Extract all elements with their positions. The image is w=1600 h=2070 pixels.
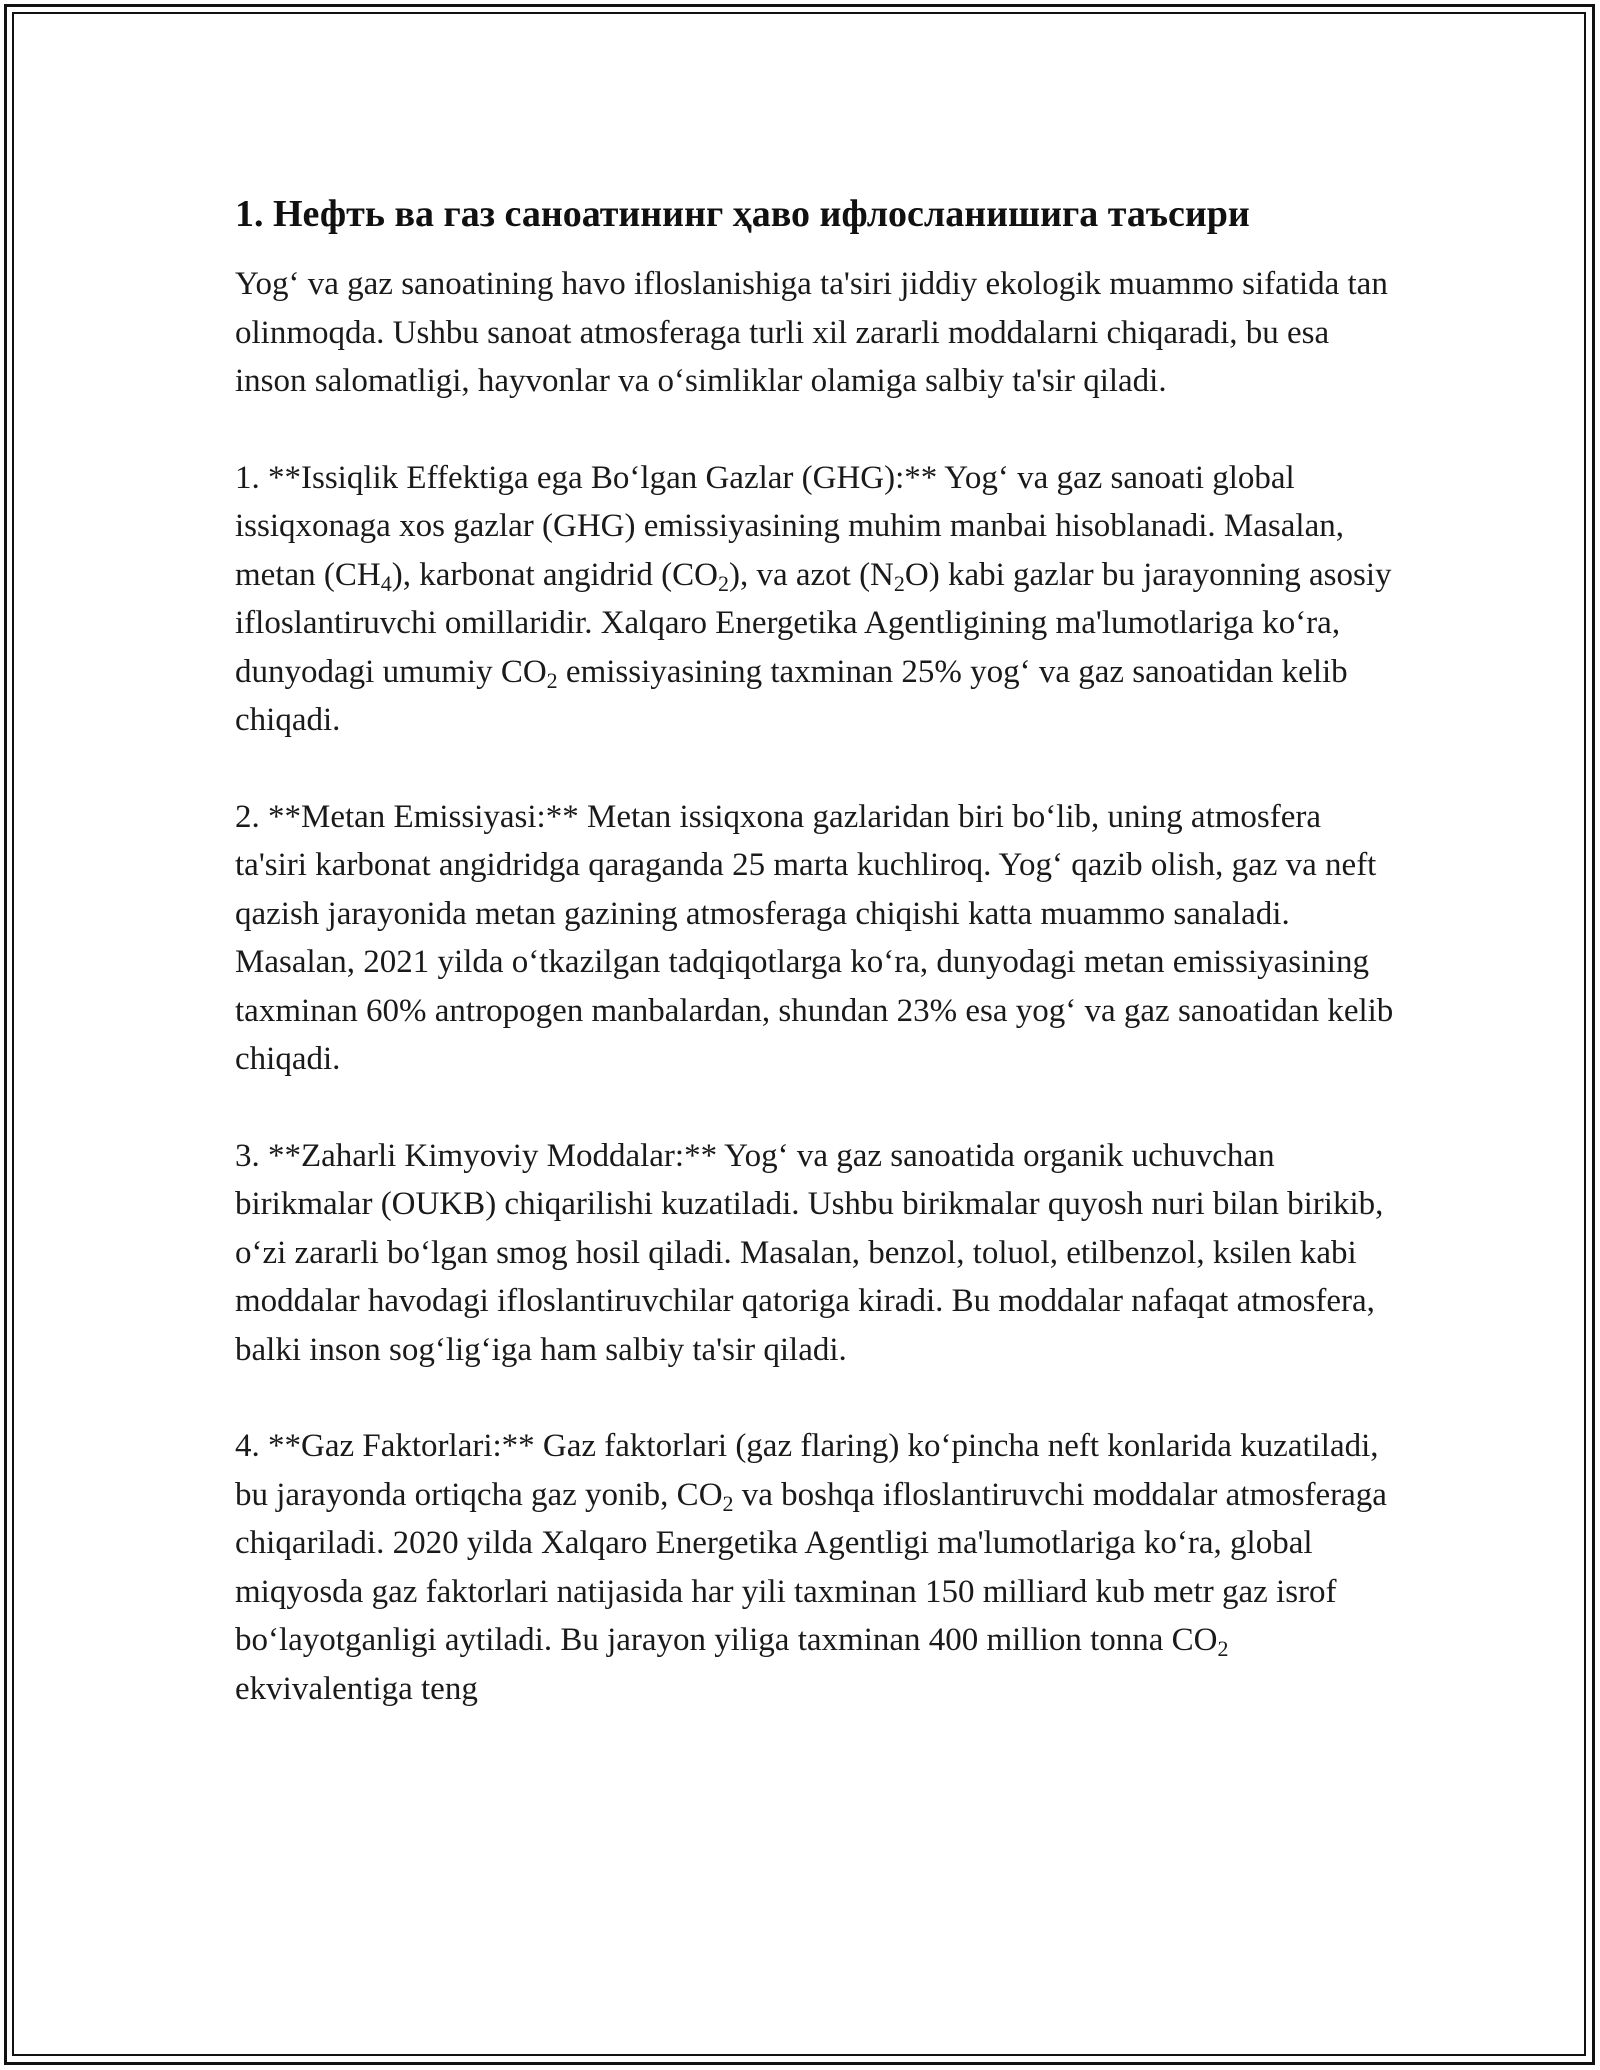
subscript: 4 xyxy=(380,570,392,596)
subscript: 2 xyxy=(893,570,905,596)
list-item-ghg xyxy=(235,454,1395,745)
intro-paragraph: Yog‘ va gaz sanoatining havo ifloslanishiga ta'siri jiddiy ekologik muammo sifatida tan olinmoqda. Ushbu sanoat atmosferaga turli xil zararli moddalarni chiqaradi, bu esa inson salomatligi, hayvonlar va o‘simliklar olamiga salbiy ta'sir qiladi. xyxy=(235,266,1388,399)
list-item-toxic-chemicals: 3. **Zaharli Kimyoviy Moddalar:** Yog‘ va gaz sanoatida organik uchuvchan birikmalar (OUKB) chiqarilishi kuzatiladi. Ushbu birikmalar quyosh nuri bilan birikib, o‘zi zararli bo‘lgan smog hosil qiladi. Masalan, benzol, toluol, etilbenzol, ksilen kabi moddalar havodagi ifloslantiruvchilar qatoriga kiradi. Bu moddalar nafaqat atmosfera, balki inson sog‘lig‘iga ham salbiy ta'sir qiladi. xyxy=(235,1137,1384,1368)
document-title: 1. Нефть ва газ саноатининг ҳаво ифлосланишига таъсири xyxy=(235,193,1250,235)
document-body xyxy=(235,190,1395,1761)
text-segment: ekvivalentiga teng xyxy=(235,1670,478,1707)
text-segment: O) kabi gazlar bu jarayonning asosiy ifloslantiruvchi omillaridir. Xalqaro Energetika Agentligining ma'lumotlariga ko‘ra, dunyodagi umumiy CO xyxy=(235,556,1392,690)
text-segment: 4. **Gaz Faktorlari:** Gaz faktorlari (gaz flaring) ko‘pincha neft konlarida kuzatiladi, bu jarayonda ortiqcha gaz yonib, CO xyxy=(235,1428,1379,1513)
text-segment: 1. **Issiqlik Effektiga ega Bo‘lgan Gazlar (GHG):** Yog‘ va gaz sanoati global issiqxonaga xos gazlar (GHG) emissiyasining muhim manbai hisoblanadi. Masalan, metan (CH xyxy=(235,459,1344,593)
subscript: 2 xyxy=(546,667,558,693)
list-item-methane: 2. **Metan Emissiyasi:** Metan issiqxona gazlaridan biri bo‘lib, uning atmosfera ta'siri karbonat angidridga qaraganda 25 marta kuchliroq. Yog‘ qazib olish, gaz va neft qazish jarayonida metan gazining atmosferaga chiqishi katta muammo sanaladi. Masalan, 2021 yilda o‘tkazilgan tadqiqotlarga ko‘ra, dunyodagi metan emissiyasining taxminan 60% antropogen manbalardan, shundan 23% esa yog‘ va gaz sanoatidan kelib chiqadi. xyxy=(235,798,1394,1077)
text-segment: ), va azot (N xyxy=(728,556,894,593)
subscript: 2 xyxy=(1217,1636,1229,1661)
text-segment: va boshqa ifloslantiruvchi moddalar atmosferaga chiqariladi. 2020 yilda Xalqaro Energetika Agentligi ma'lumotlariga ko‘ra, global miqyosda gaz faktorlari natijasida har yili taxminan 150 milliard kub metr gaz isrof bo‘layotganligi aytiladi. Bu jarayon yiliga taxminan 400 million tonna CO xyxy=(235,1476,1387,1658)
text-segment: emissiyasining taxminan 25% yog‘ va gaz sanoatidan kelib chiqadi. xyxy=(235,653,1348,738)
subscript: 2 xyxy=(717,570,729,596)
list-item-gas-flaring xyxy=(235,1422,1395,1713)
subscript: 2 xyxy=(722,1490,734,1516)
text-segment: ), karbonat angidrid (CO xyxy=(391,556,718,593)
